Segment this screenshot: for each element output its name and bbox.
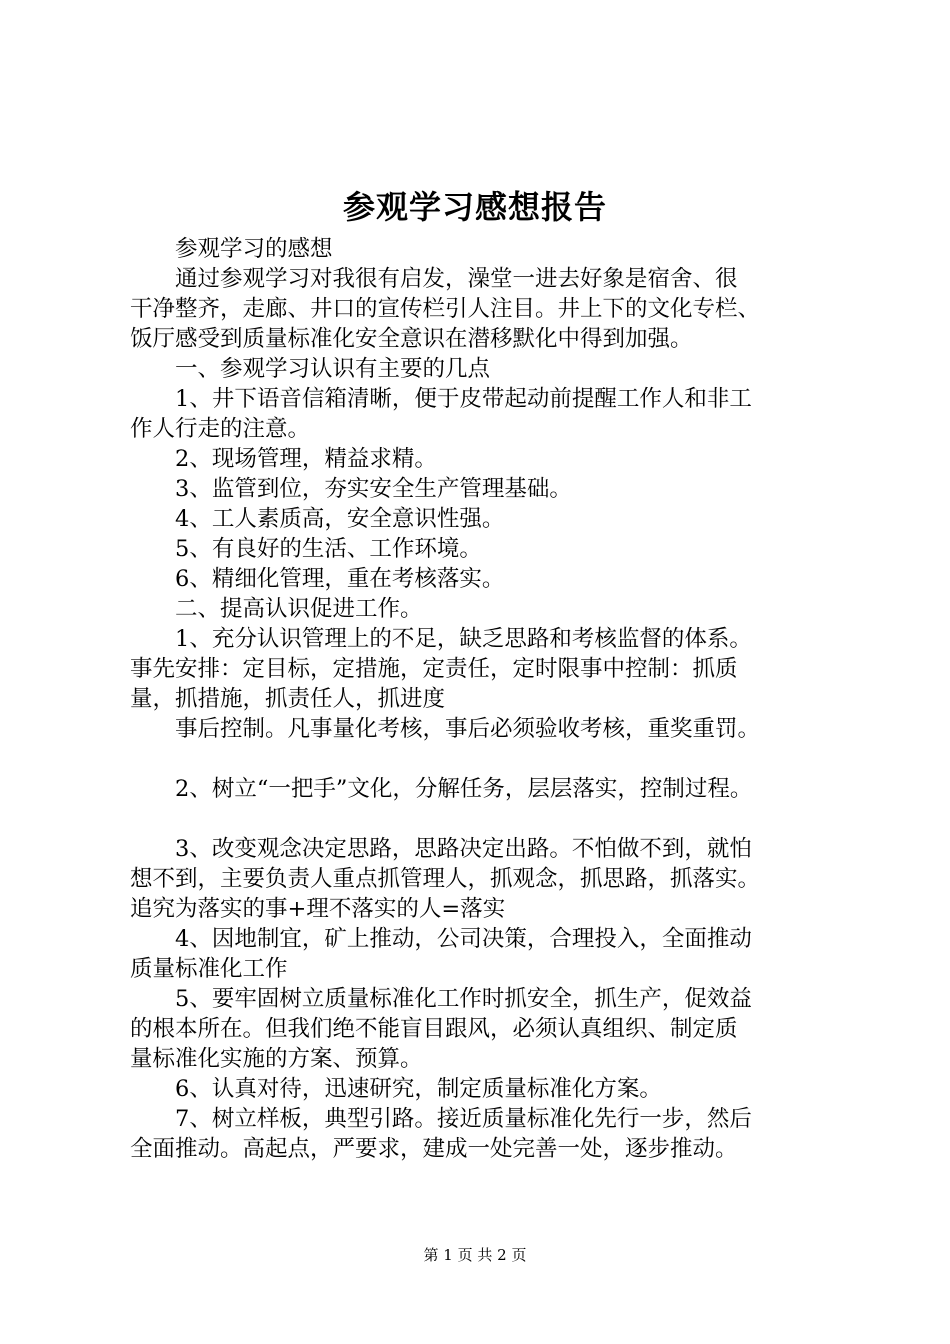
paragraph-intro: 通过参观学习对我很有启发，澡堂一进去好象是宿舍、很 干净整齐，走廊、井口的宣传栏引人注目。井上下的文化专栏、 饭厅感受到质量标准化安全意识在潜移默化中得到加强。 [130,266,761,352]
list-item: 4、因地制宜，矿上推动，公司决策，合理投入，全面推动 质量标准化工作 [130,926,752,982]
list-item: 6、认真对待，迅速研究，制定质量标准化方案。 [175,1076,662,1102]
list-item: 5、有良好的生活、工作环境。 [175,536,482,562]
list-item: 4、工人素质高，安全意识性强。 [175,506,505,532]
document-title: 参观学习感想报告 [342,188,607,226]
section-heading-2: 二、提高认识促进工作。 [175,596,423,622]
list-item: 2、树立“一把手”文化，分解任务，层层落实，控制过程。 [175,776,753,802]
list-item: 3、监管到位，夯实安全生产管理基础。 [175,476,572,502]
list-item: 事后控制。凡事量化考核，事后必须验收考核，重奖重罚。 [175,716,761,742]
list-item: 6、精细化管理，重在考核落实。 [175,566,505,592]
page-number-footer: 第 1 页 共 2 页 [423,1246,527,1264]
list-item: 5、要牢固树立质量标准化工作时抓安全，抓生产，促效益 的根本所在。但我们绝不能盲目跟风，必须认真组织、制定质 量标准化实施的方案、预算。 [130,986,752,1072]
list-item: 2、现场管理，精益求精。 [175,446,437,472]
list-item: 1、井下语音信箱清晰，便于皮带起动前提醒工作人和非工 作人行走的注意。 [130,386,752,442]
section-heading-1: 一、参观学习认识有主要的几点 [175,356,491,382]
list-item: 3、改变观念决定思路，思路决定出路。不怕做不到，就怕 想不到，主要负责人重点抓管理人，抓观念，抓思路，抓落实。 追究为落实的事+理不落实的人=落实 [130,836,761,922]
document-body [130,234,850,1164]
list-item: 1、充分认识管理上的不足，缺乏思路和考核监督的体系。 事先安排：定目标，定措施，定责任，定时限事中控制：抓质 量，抓措施，抓责任人，抓进度 [130,626,752,712]
list-item: 7、树立样板，典型引路。接近质量标准化先行一步，然后 全面推动。高起点，严要求，建成一处完善一处，逐步推动。 [130,1106,752,1162]
paragraph-subtitle: 参观学习的感想 [175,236,333,262]
